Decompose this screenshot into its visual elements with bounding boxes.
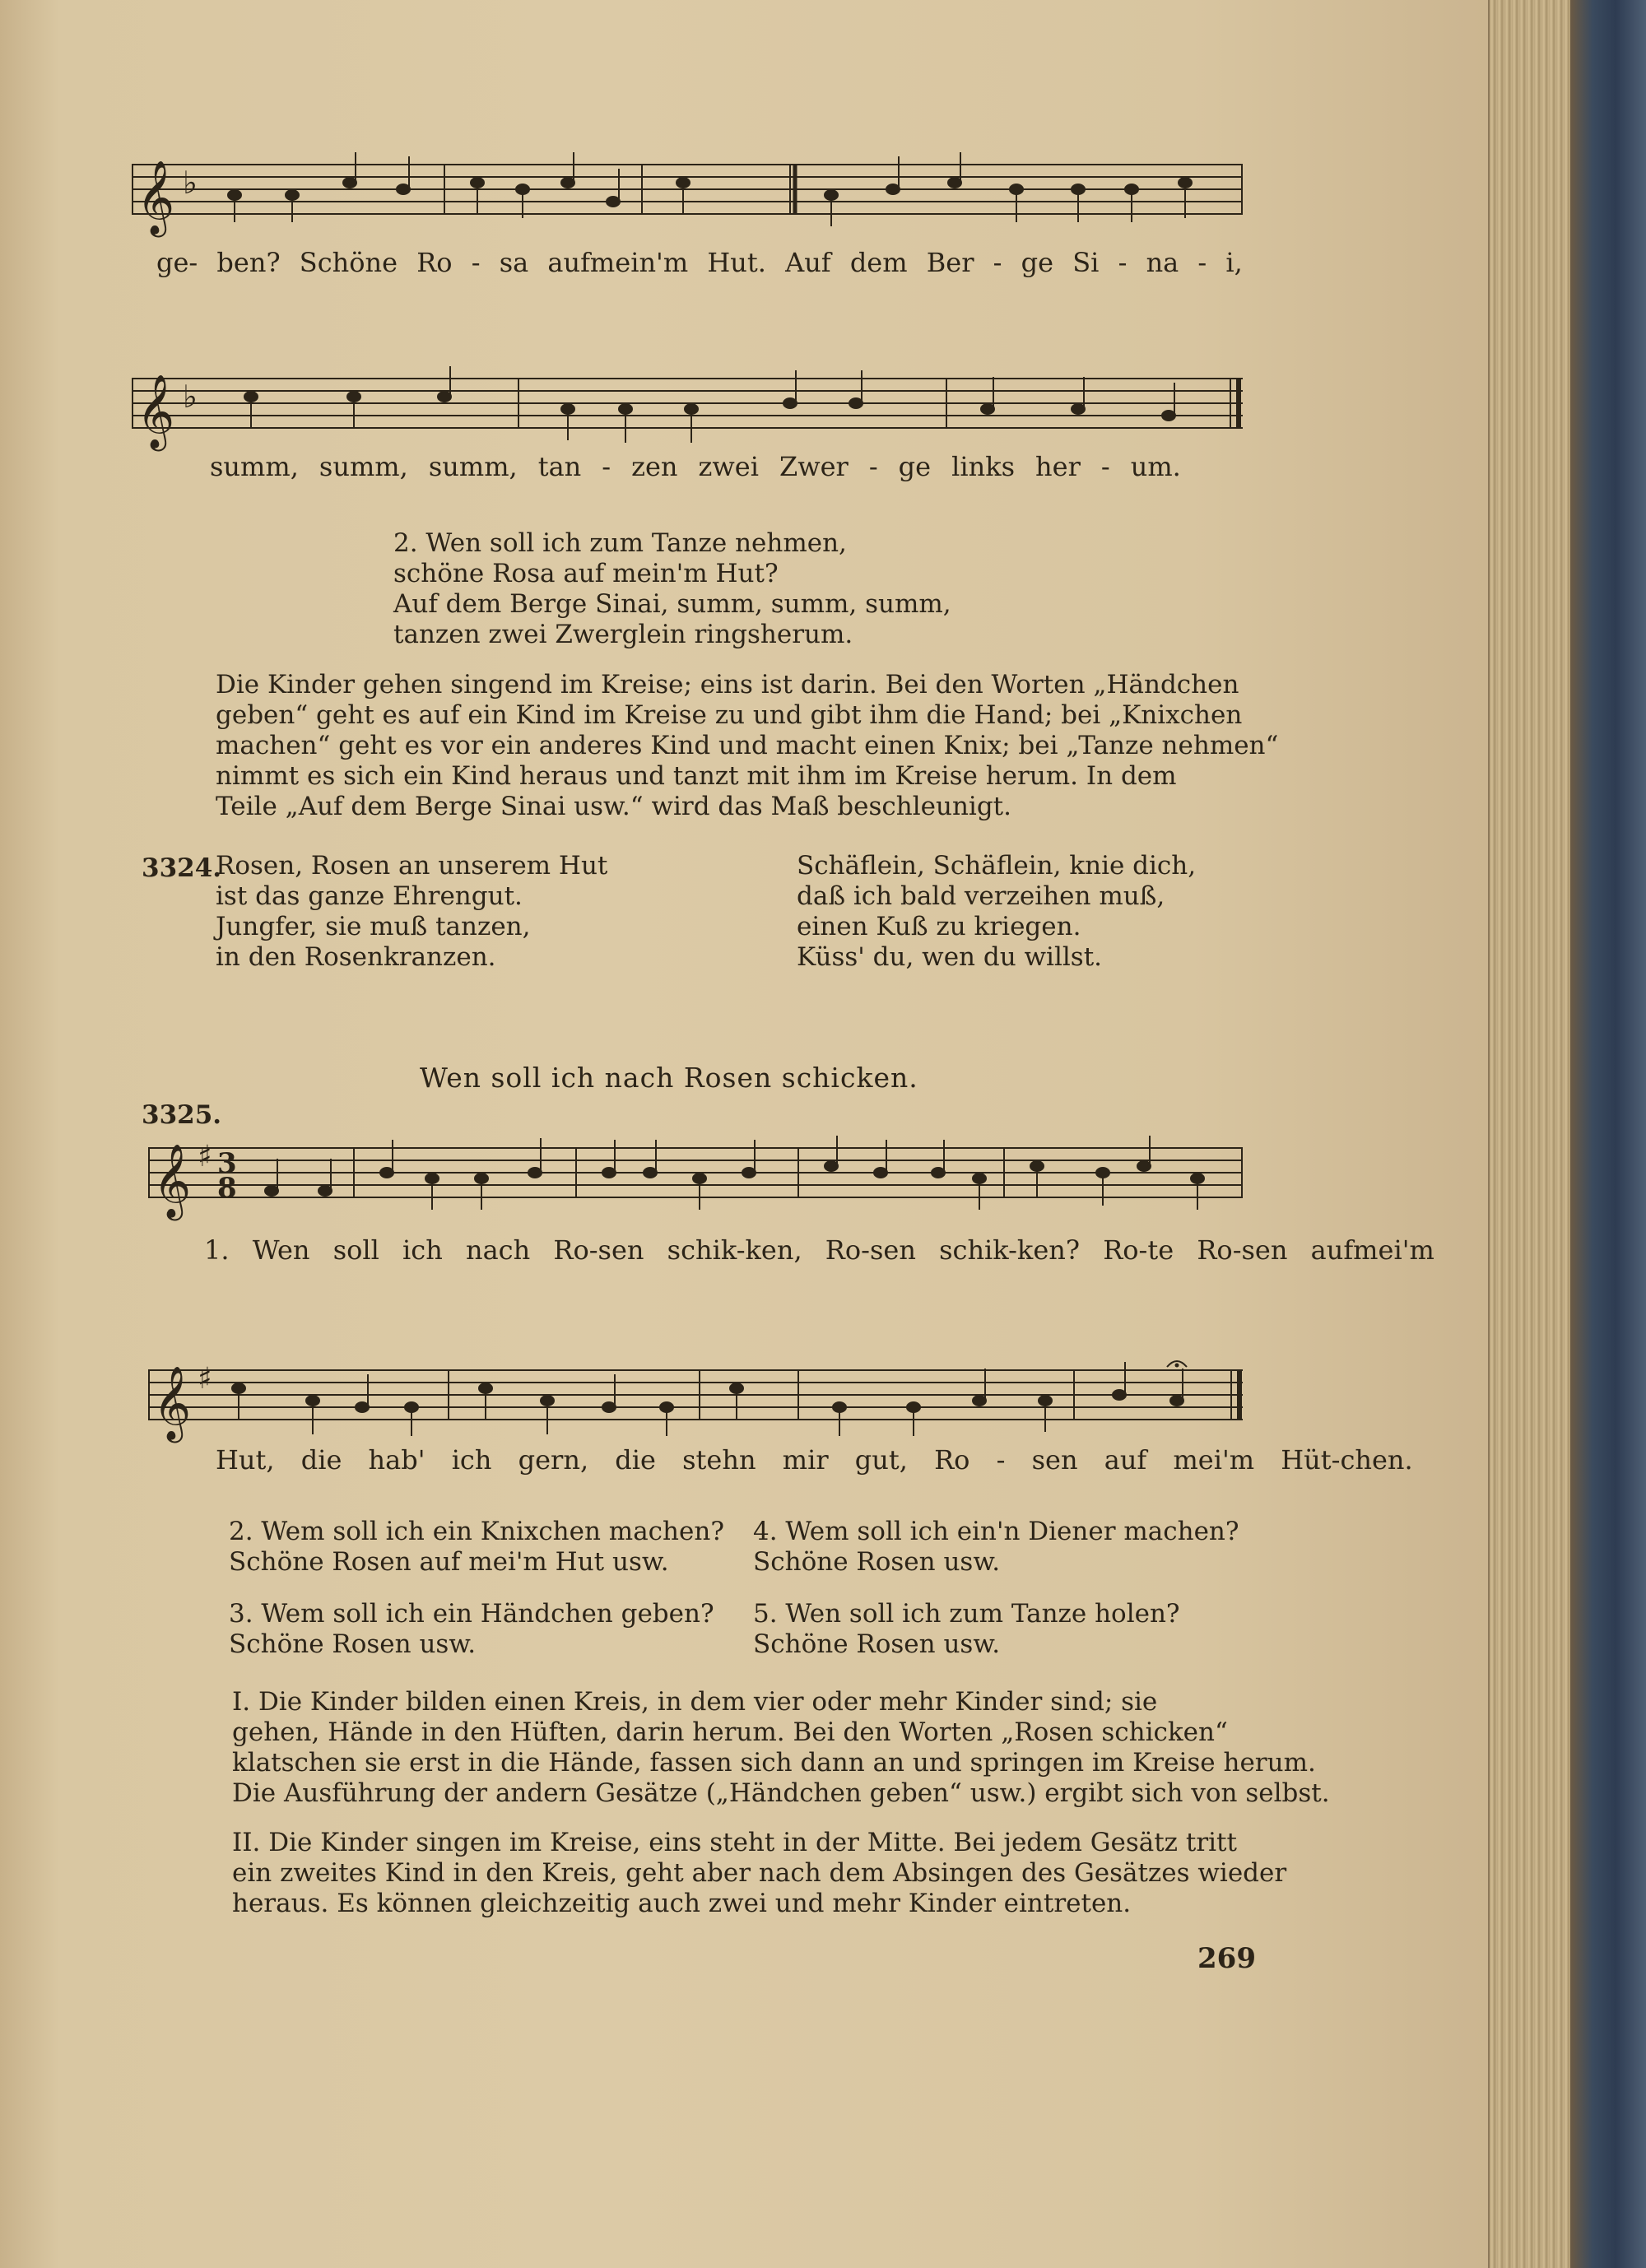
verse-line: Schöne Rosen usw. bbox=[753, 1547, 1001, 1577]
description-line: geben“ geht es auf ein Kind im Kreise zu und gibt ihm die Hand; bei „Knixchen bbox=[216, 700, 1243, 730]
instruction-line: heraus. Es können gleichzeitig auch zwei und mehr Kinder eintreten. bbox=[232, 1889, 1132, 1918]
lyric-syllable: Ro bbox=[416, 247, 453, 278]
instruction-line: I. Die Kinder bilden einen Kreis, in dem vier oder mehr Kinder sind; sie bbox=[232, 1687, 1158, 1717]
music-staff-4 bbox=[148, 1354, 1251, 1444]
song1-verse2 bbox=[393, 528, 951, 650]
lyric-syllable: Ber bbox=[926, 247, 974, 278]
verse-line: 4. Wem soll ich ein'n Diener machen? bbox=[753, 1517, 1239, 1546]
lyric-syllable: Hut. bbox=[707, 247, 766, 278]
svg-text:♭: ♭ bbox=[183, 379, 198, 415]
lyric-syllable: Schöne bbox=[299, 247, 398, 278]
lyric-syllable: summ, bbox=[319, 451, 408, 482]
verse-line: schöne Rosa auf mein'm Hut? bbox=[393, 559, 779, 588]
svg-text:♯: ♯ bbox=[198, 1362, 212, 1396]
song3325-verse4 bbox=[753, 1517, 1239, 1578]
verse-line: 3. Wem soll ich ein Händchen geben? bbox=[229, 1599, 714, 1629]
svg-text:𝄞: 𝄞 bbox=[137, 160, 175, 235]
lyric-syllable: - bbox=[868, 451, 878, 482]
svg-text:𝄞: 𝄞 bbox=[153, 1144, 192, 1218]
verse-line: einen Kuß zu kriegen. bbox=[797, 912, 1081, 941]
lyric-syllable: sa bbox=[499, 247, 529, 278]
instruction-line: gehen, Hände in den Hüften, darin herum. Bei den Worten „Rosen schicken“ bbox=[232, 1717, 1228, 1747]
lyric-syllable: - bbox=[993, 247, 1002, 278]
time-signature-bottom: 8 bbox=[217, 1172, 237, 1205]
music-staff-2 bbox=[132, 362, 1251, 453]
song3324-right-column bbox=[797, 851, 1196, 973]
instruction-line: II. Die Kinder singen im Kreise, eins steht in der Mitte. Bei jedem Gesätz tritt bbox=[232, 1828, 1237, 1857]
description-line: Die Kinder gehen singend im Kreise; eins ist darin. Bei den Worten „Händchen bbox=[216, 670, 1239, 699]
lyric-syllable: i, bbox=[1225, 247, 1243, 278]
lyric-syllable: - bbox=[1118, 247, 1128, 278]
lyric-syllable: ge bbox=[898, 451, 932, 482]
verse-line: Küss' du, wen du willst. bbox=[797, 942, 1103, 972]
lyric-syllable: summ, bbox=[210, 451, 299, 482]
song3324-left-column bbox=[216, 851, 607, 973]
lyric-syllable: na bbox=[1146, 247, 1179, 278]
description-line: nimmt es sich ein Kind heraus und tanzt mit ihm im Kreise herum. In dem bbox=[216, 761, 1177, 791]
svg-text:♯: ♯ bbox=[198, 1140, 212, 1174]
lyric-syllable: - bbox=[471, 247, 481, 278]
verse-line: 2. Wen soll ich zum Tanze nehmen, bbox=[393, 528, 847, 558]
svg-text:𝄞: 𝄞 bbox=[137, 374, 175, 448]
verse-line: in den Rosenkranzen. bbox=[216, 942, 496, 972]
lyric-syllable: ben? bbox=[216, 247, 281, 278]
verse-line: 5. Wen soll ich zum Tanze holen? bbox=[753, 1599, 1180, 1629]
lyric-syllable: ge bbox=[1021, 247, 1054, 278]
staff-2-lyrics bbox=[210, 451, 1181, 482]
verse-line: Jungfer, sie muß tanzen, bbox=[216, 912, 531, 941]
song3325-verse5 bbox=[753, 1599, 1180, 1660]
instruction-line: ein zweites Kind in den Kreis, geht aber nach dem Absingen des Gesätzes wieder bbox=[232, 1858, 1287, 1888]
lyric-syllable: um. bbox=[1130, 451, 1181, 482]
lyric-syllable: her bbox=[1035, 451, 1081, 482]
music-staff-3 bbox=[148, 1132, 1251, 1222]
song3325-verse3 bbox=[229, 1599, 714, 1660]
lyric-syllable: summ, bbox=[428, 451, 518, 482]
verse-line: ist das ganze Ehrengut. bbox=[216, 881, 523, 911]
lyric-syllable: Auf bbox=[785, 247, 831, 278]
lyric-syllable: tan bbox=[537, 451, 582, 482]
lyric-syllable: zen bbox=[631, 451, 678, 482]
music-staff-1 bbox=[132, 148, 1251, 239]
lyric-syllable: - bbox=[1100, 451, 1110, 482]
verse-line: 2. Wem soll ich ein Knixchen machen? bbox=[229, 1517, 724, 1546]
instruction-line: Die Ausführung der andern Gesätze („Händchen geben“ usw.) ergibt sich von selbst. bbox=[232, 1778, 1330, 1808]
staff-1-lyrics bbox=[156, 247, 1243, 278]
svg-text:♭: ♭ bbox=[183, 165, 198, 201]
description-line: Teile „Auf dem Berge Sinai usw.“ wird das Maß beschleunigt. bbox=[216, 792, 1011, 821]
book-cover bbox=[1570, 0, 1646, 2268]
lyric-syllable: ge- bbox=[156, 247, 198, 278]
lyric-syllable: dem bbox=[849, 247, 908, 278]
song1-description bbox=[216, 670, 1278, 822]
verse-line: Schäflein, Schäflein, knie dich, bbox=[797, 851, 1197, 881]
song3325-instructions-I bbox=[232, 1687, 1330, 1809]
song3325-instructions-II bbox=[232, 1828, 1286, 1919]
song-number-3325: 3325. bbox=[142, 1100, 222, 1130]
lyric-syllable: zwei bbox=[698, 451, 759, 482]
staff-4-lyrics: Hut, die hab' ich gern, die stehn mir gut, Ro - sen auf mei'm Hüt-chen. bbox=[216, 1444, 1413, 1476]
lyric-syllable: links bbox=[951, 451, 1015, 482]
verse-line: Rosen, Rosen an unserem Hut bbox=[216, 851, 608, 881]
lyric-syllable: Si bbox=[1072, 247, 1100, 278]
time-signature-top: 3 bbox=[217, 1147, 237, 1180]
song-number-3324: 3324. bbox=[142, 853, 222, 883]
verse-line: Auf dem Berge Sinai, summ, summ, summ, bbox=[393, 589, 951, 619]
staff-3-lyrics: 1. Wen soll ich nach Ro-sen schik-ken, Ro-sen schik-ken? Ro-te Ro-sen aufmei'm bbox=[204, 1234, 1434, 1266]
page-stack-edge bbox=[1488, 0, 1572, 2268]
instruction-line: klatschen sie erst in die Hände, fassen sich dann an und springen im Kreise herum. bbox=[232, 1748, 1316, 1778]
verse-line: Schöne Rosen auf mei'm Hut usw. bbox=[229, 1547, 669, 1577]
song3325-verse2 bbox=[229, 1517, 724, 1578]
svg-text:𝄞: 𝄞 bbox=[153, 1366, 192, 1440]
verse-line: daß ich bald verzeihen muß, bbox=[797, 881, 1165, 911]
lyric-syllable: - bbox=[602, 451, 611, 482]
description-line: machen“ geht es vor ein anderes Kind und macht einen Knix; bei „Tanze nehmen“ bbox=[216, 731, 1279, 760]
verse-line: tanzen zwei Zwerglein ringsherum. bbox=[393, 620, 853, 649]
verse-line: Schöne Rosen usw. bbox=[753, 1629, 1001, 1659]
verse-line: Schöne Rosen usw. bbox=[229, 1629, 477, 1659]
page-number: 269 bbox=[1197, 1942, 1256, 1975]
lyric-syllable: Zwer bbox=[779, 451, 849, 482]
lyric-syllable: aufmein'm bbox=[547, 247, 689, 278]
lyric-syllable: - bbox=[1197, 247, 1207, 278]
song3325-title: Wen soll ich nach Rosen schicken. bbox=[420, 1062, 918, 1094]
